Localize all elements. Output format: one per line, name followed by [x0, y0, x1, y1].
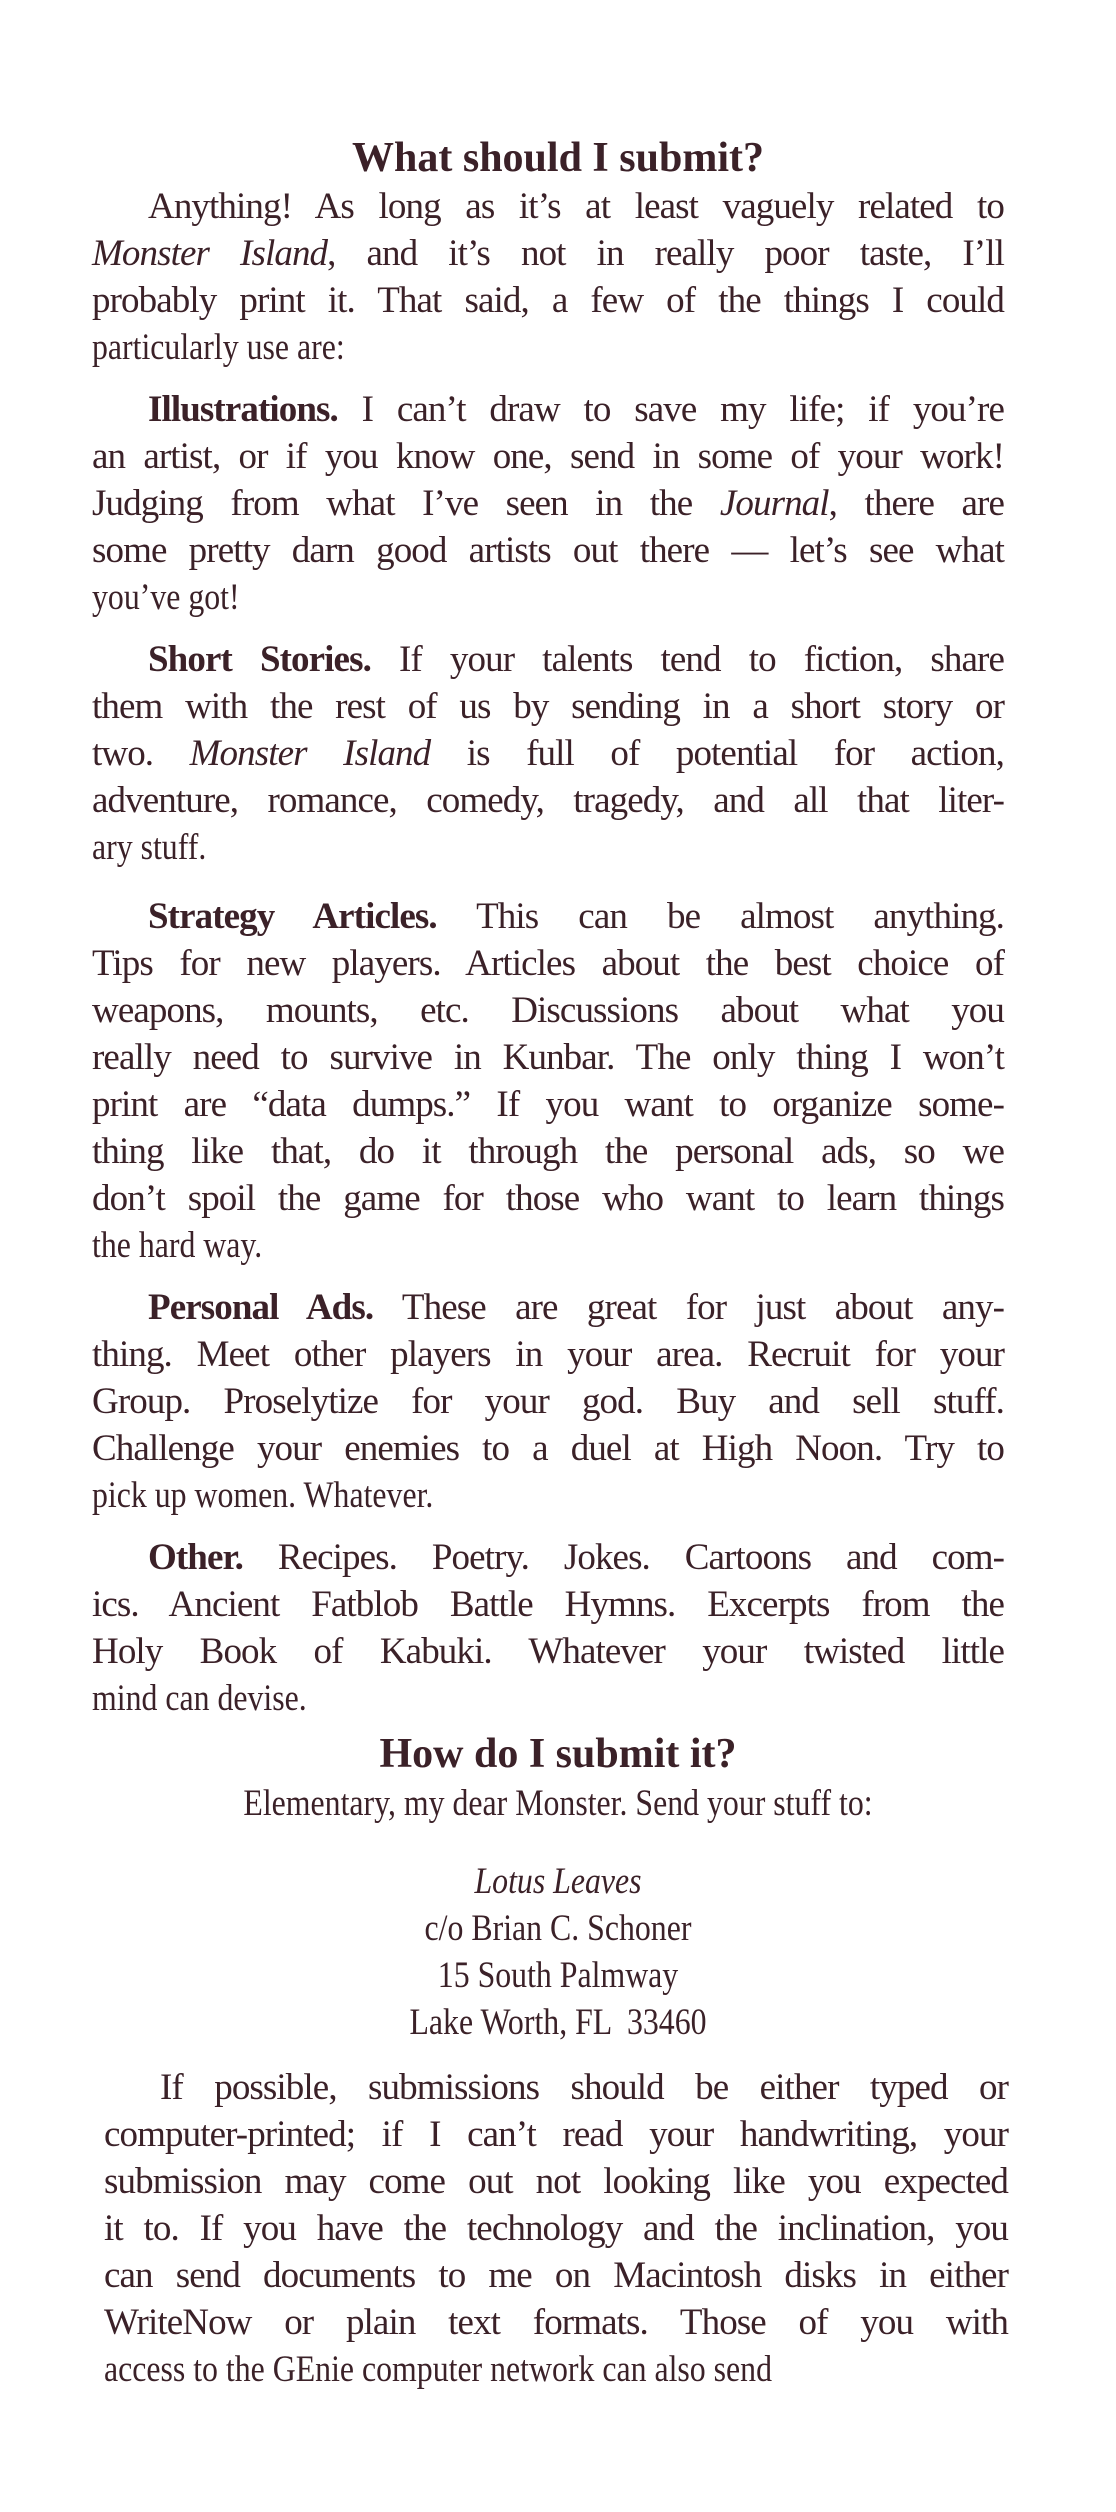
- category-title: Personal Ads.: [148, 1287, 374, 1328]
- text-span: weapons, mounts, etc. Discussions about what you: [92, 990, 1004, 1031]
- text-span: Group. Proselytize for your god. Buy and sell stuff.: [92, 1381, 1004, 1422]
- text-line: [92, 777, 1004, 824]
- text-span: ics. Ancient Fatblob Battle Hymns. Excerpts from the: [92, 1584, 1004, 1625]
- text-span: probably print it. That said, a few of the things I could: [92, 280, 1004, 321]
- text-span: Holy Book of Kabuki. Whatever your twisted little: [92, 1631, 1004, 1672]
- text-line: [92, 730, 1004, 777]
- category-title: Short Stories.: [148, 639, 371, 680]
- text-line: [92, 230, 1004, 277]
- text-line: [92, 1222, 876, 1269]
- text-line: [92, 527, 1004, 574]
- text-span: computer-printed; if I can’t read your handwriting, your: [104, 2114, 1008, 2155]
- text-span: If possible, submissions should be either typed or: [160, 2067, 1008, 2108]
- text-line: [92, 480, 1004, 527]
- text-span: print are “data dumps.” If you want to organize some-: [92, 1084, 1004, 1125]
- italic-title-monster-island: Monster Island: [189, 733, 431, 774]
- category-title: Illustrations.: [148, 389, 338, 430]
- text-span: don’t spoil the game for those who want to learn things: [92, 1178, 1004, 1219]
- text-line: [92, 683, 1004, 730]
- address-street: 15 South Palmway: [437, 1955, 679, 1996]
- text-span: mind can devise.: [92, 1678, 307, 1719]
- section-heading-what-to-submit: What should I submit?: [352, 135, 764, 181]
- text-span: access to the GEnie computer network can also send: [104, 2349, 772, 2390]
- text-line: [92, 1175, 1004, 1222]
- address-care-of: c/o Brian C. Schoner: [424, 1908, 692, 1949]
- text-span: particularly use are:: [92, 327, 345, 368]
- text-span: ary stuff.: [92, 827, 207, 868]
- address-name: Lotus Leaves: [474, 1861, 642, 1902]
- text-span: thing like that, do it through the personal ads, so we: [92, 1131, 1004, 1172]
- text-line: [92, 1472, 876, 1519]
- text-line: [92, 1675, 876, 1722]
- section-heading-how-to-submit: How do I submit it?: [379, 1731, 737, 1777]
- text-span: you’ve got!: [92, 577, 240, 618]
- text-span: Tips for new players. Articles about the best choice of: [92, 943, 1004, 984]
- text-span: , and it’s not in really poor taste, I’ll: [327, 233, 1004, 274]
- text-span: , there are: [828, 483, 1004, 524]
- text-span: is full of potential for action,: [430, 733, 1004, 774]
- text-span: Recipes. Poetry. Jokes. Cartoons and com-: [242, 1537, 1004, 1578]
- text-line: [92, 940, 1004, 987]
- text-span: can send documents to me on Macintosh disks in either: [104, 2255, 1008, 2296]
- text-span: This can be almost anything.: [436, 896, 1005, 937]
- text-span: them with the rest of us by sending in a short story or: [92, 686, 1004, 727]
- text-span: Anything! As long as it’s at least vaguely related to: [148, 186, 1004, 227]
- text-line: [104, 2299, 1008, 2346]
- text-span: two.: [92, 733, 190, 774]
- text-line: [92, 386, 1004, 433]
- text-line: [104, 2205, 1008, 2252]
- text-line: [92, 324, 876, 371]
- text-line: [92, 574, 876, 621]
- italic-title-monster-island: Monster Island: [92, 233, 328, 274]
- text-line: [92, 433, 1004, 480]
- text-span: it to. If you have the technology and the inclination, you: [104, 2208, 1008, 2249]
- text-line: [92, 893, 1004, 940]
- address-city-state-zip: Lake Worth, FL 33460: [409, 2002, 707, 2043]
- text-span: These are great for just about any-: [373, 1287, 1004, 1328]
- category-title: Other.: [148, 1537, 243, 1578]
- text-span: Judging from what I’ve seen in the: [92, 483, 720, 524]
- text-line: [104, 2158, 1008, 2205]
- text-line: [92, 987, 1004, 1034]
- text-line: [92, 183, 1004, 230]
- text-line: [92, 824, 876, 871]
- text-span: the hard way.: [92, 1225, 263, 1266]
- text-span: pick up women. Whatever.: [92, 1475, 434, 1516]
- text-line: [92, 1425, 1004, 1472]
- text-line: [92, 1378, 1004, 1425]
- text-span: adventure, romance, comedy, tragedy, and all that liter-: [92, 780, 1004, 821]
- text-span: submission may come out not looking like you expected: [104, 2161, 1008, 2202]
- submit-intro-line: Elementary, my dear Monster. Send your stuff to:: [243, 1783, 873, 1824]
- text-line: [104, 2111, 1008, 2158]
- text-span: thing. Meet other players in your area. Recruit for your: [92, 1334, 1004, 1375]
- text-line: [92, 277, 1004, 324]
- text-line: [92, 1331, 1004, 1378]
- text-line: [92, 1581, 1004, 1628]
- text-line: [92, 1628, 1004, 1675]
- text-span: really need to survive in Kunbar. The only thing I won’t: [92, 1037, 1004, 1078]
- text-span: I can’t draw to save my life; if you’re: [337, 389, 1004, 430]
- text-line: [92, 1128, 1004, 1175]
- text-line: [104, 2252, 1008, 2299]
- text-line: [92, 1081, 1004, 1128]
- text-span: an artist, or if you know one, send in some of your work!: [92, 436, 1004, 477]
- text-line: [92, 1034, 1004, 1081]
- text-line: [92, 1284, 1004, 1331]
- text-span: Challenge your enemies to a duel at High Noon. Try to: [92, 1428, 1004, 1469]
- italic-title-journal: Journal: [719, 483, 829, 524]
- text-line: [104, 2064, 1008, 2111]
- text-span: some pretty darn good artists out there — let’s see what: [92, 530, 1004, 571]
- text-span: WriteNow or plain text formats. Those of you with: [104, 2302, 1008, 2343]
- text-line: [92, 1534, 1004, 1581]
- text-line: [104, 2346, 881, 2393]
- text-line: [92, 636, 1004, 683]
- category-title: Strategy Articles.: [148, 896, 437, 937]
- text-span: If your talents tend to fiction, share: [370, 639, 1004, 680]
